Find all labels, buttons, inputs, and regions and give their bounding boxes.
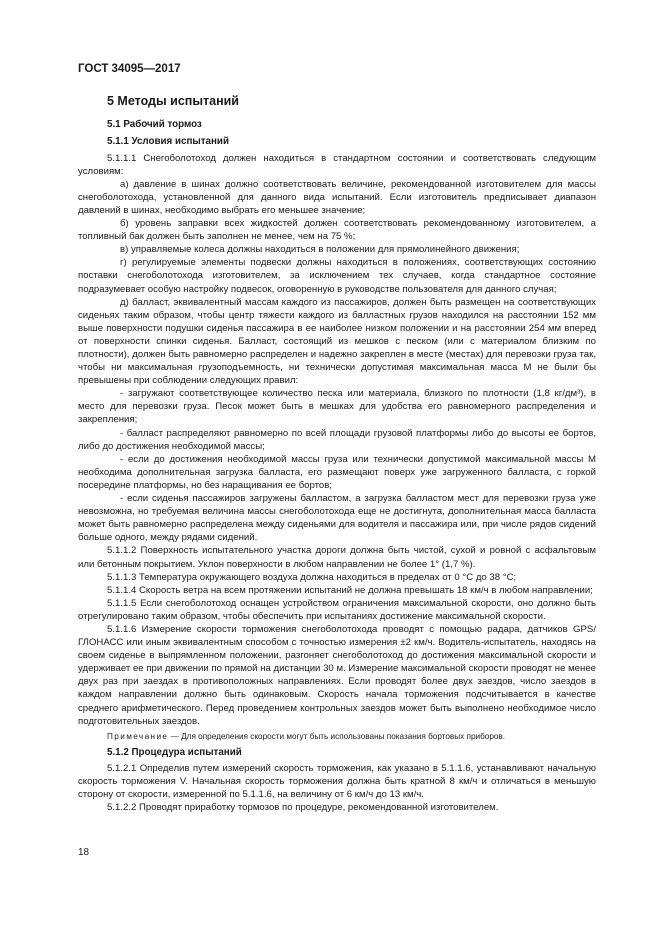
- subsection-heading-5-1: 5.1 Рабочий тормоз: [107, 119, 202, 130]
- paragraph-5-1-1-4: 5.1.1.4 Скорость ветра на всем протяжении испытаний не должна превышать 18 км/ч в любом направлении;: [107, 584, 593, 596]
- document-code-header: ГОСТ 34095—2017: [78, 63, 181, 75]
- ballast-rule-1: - загружают соответствующее количество песка или материала, близкого по плотности (1,8 кг/дм³), в место для перевозки груза. Песок может быть в мешках для удобства его равномерного распределения и закрепления;: [78, 388, 596, 426]
- section-heading: 5 Методы испытаний: [107, 94, 239, 108]
- list-item-a: а) давление в шинах должно соответствовать величине, рекомендованной изготовителем для массы снегоболотохода, установленной для данного вида испытаний. Если изготовитель предписывает диапазон давлений в шинах, необходимо выбрать его меньшее значение;: [78, 178, 596, 216]
- note-label: Примечание: [107, 731, 169, 741]
- list-item-b: б) уровень заправки всех жидкостей должен соответствовать рекомендованному изготовителем, а топливный бак должен быть заполнен не менее, чем на 75 %;: [78, 218, 596, 243]
- paragraph-5-1-1-3: 5.1.1.3 Температура окружающего воздуха должна находиться в пределах от 0 °С до 38 °С;: [107, 571, 517, 583]
- paragraph-5-1-1-1: 5.1.1.1 Снегоболотоход должен находиться в стандартном состоянии и соответствовать следующим условиям:: [78, 152, 596, 177]
- subsection-heading-5-1-2: 5.1.2 Процедура испытаний: [107, 746, 242, 758]
- subsection-heading-5-1-1: 5.1.1 Условия испытаний: [107, 136, 229, 148]
- paragraph-5-1-2-1: 5.1.2.1 Определив путем измерений скорость торможения, как указано в 5.1.1.6, устанавливают начальную скорость торможения V. Начальная скорость торможения должна быть кратной 8 км/ч и отличаться в меньшую сторону от скорости, измеренной по 5.1.1.6, на величину от 6 км/ч до 13 км/ч.: [78, 763, 596, 801]
- ballast-rule-2: - балласт распределяют равномерно по всей площади грузовой платформы либо до высоты ее бортов, либо до достижения необходимой массы;: [78, 427, 596, 452]
- paragraph-5-1-2-2: 5.1.2.2 Проводят приработку тормозов по процедуре, рекомендованной изготовителем.: [107, 802, 499, 814]
- page-content: [78, 94, 596, 814]
- ballast-rule-3: - если до достижения необходимой массы груза или технически допустимой максимальной массы М необходима дополнительная загрузка балласта, его размещают поверх уже загруженного балласта, с горкой посередине платформы, но без наращивания ее бортов;: [78, 453, 596, 491]
- paragraph-5-1-1-5: 5.1.1.5 Если снегоболотоход оснащен устройством ограничения максимальной скорости, оно должно быть отрегулировано таким образом, чтобы обеспечить при испытаниях достижение максимальной скорости.: [78, 597, 596, 622]
- list-item-d: д) балласт, эквивалентный массам каждого из пассажиров, должен быть размещен на соответствующих сиденьях таким образом, чтобы центр тяжести каждого из балластных грузов находился на расстоянии 152 мм выше поверхности подушки сиденья пассажира в ее наиболее низком положении и на расстоянии 254 мм вперед от поверхности спинки сиденья. Балласт, состоящий из мешков с песком (или с материалом близким по плотности), должен быть равномерно распределен и надежно закреплен в месте (местах) для перевозки груза так, чтобы ни максимальная грузоподъемность, ни технически допустимая максимальная масса М не были бы превышены при соблюдении следующих правил:: [78, 296, 596, 387]
- list-item-v: в) управляемые колеса должны находиться в положении для прямолинейного движения;: [120, 244, 520, 256]
- paragraph-5-1-1-2: 5.1.1.2 Поверхность испытательного участка дороги должна быть чистой, сухой и ровной с асфальтовым или бетонным покрытием. Уклон поверхности в любом направлении не более 1° (1,7 %).: [78, 545, 596, 570]
- list-item-g: г) регулируемые элементы подвески должны находиться в положениях, соответствующих состоянию поставки снегоболотохода изготовителем, за исключением тех случаев, когда стандартное состояние подразумевает особую настройку подвесок, оговоренную в руководстве пользователя для данного случая;: [78, 257, 596, 295]
- ballast-rule-4: - если сиденья пассажиров загружены балластом, а загрузка балластом мест для перевозки груза уже невозможна, но требуемая величина массы снегоболотохода еще не достигнута, дополнительная масса балласта может быть равномерно распределена между сиденьями для водителя и пассажира или, при числе рядов сидений больше одного, между рядами сидений.: [78, 493, 596, 544]
- note: [78, 731, 596, 743]
- page-number: 18: [78, 847, 90, 858]
- note-text: — Для определения скорости могут быть использованы показания бортовых приборов.: [168, 731, 506, 741]
- paragraph-5-1-1-6: 5.1.1.6 Измерение скорости торможения снегоболотохода проводят с помощью радара, датчиков GPS/ГЛОНАСС или иным эквивалентным способом с точностью измерения ±2 км/ч. Водитель-испытатель, находясь на своем сиденье в выпрямленном положении, разгоняет снегоболотоход до достижения максимальной скорости и удерживает ее при движении по прямой на дистанции 30 м. Измерение максимальной скорости проводят не менее двух раз при заездах в противоположных направлениях. Если проводят более двух заездов, число заездов в каждом направлении должно быть одинаковым. Скорость начала торможения подсчитывается в качестве среднего арифметического. Перед проведением контрольных заездов может быть выполнено необходимое число подготовительных заездов.: [78, 623, 596, 727]
